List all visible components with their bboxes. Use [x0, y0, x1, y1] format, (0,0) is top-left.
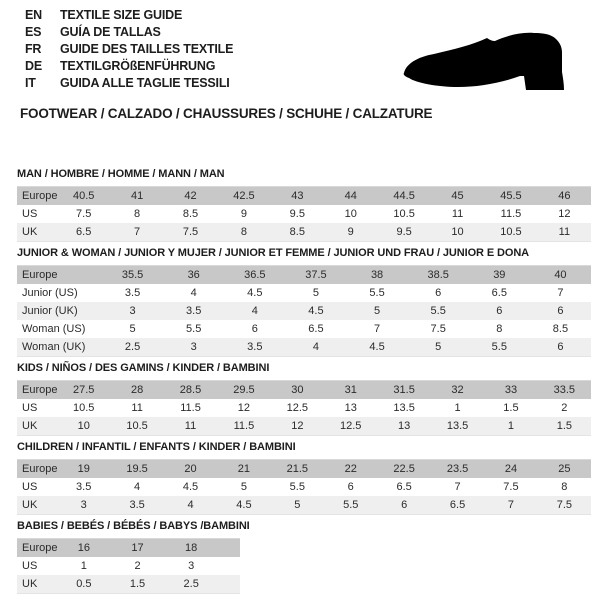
- size-cell: 5: [435, 341, 442, 353]
- size-cell: 7.5: [182, 226, 199, 238]
- size-cell: 12: [291, 420, 304, 432]
- size-cell: 11: [184, 420, 197, 432]
- size-cell: 28.5: [179, 384, 202, 396]
- section-title-man: MAN / HOMBRE / HOMME / MANN / MAN: [17, 168, 225, 180]
- size-cell: 38: [370, 269, 384, 281]
- size-table-junior-woman: [17, 265, 591, 357]
- size-cell: 36.5: [244, 269, 266, 281]
- size-cell: 5: [294, 499, 301, 511]
- size-cell: 13.5: [393, 402, 415, 414]
- size-cell: 8.5: [552, 323, 569, 335]
- size-cell: 22: [344, 463, 357, 475]
- size-cell: 41: [130, 190, 144, 202]
- size-cell: 7: [557, 287, 564, 299]
- size-cell: 4: [187, 499, 194, 511]
- language-code: EN: [25, 8, 42, 22]
- size-cell: 30: [291, 384, 304, 396]
- size-cell: 20: [184, 463, 197, 475]
- size-cell: 42.5: [233, 190, 255, 202]
- size-cell: 10: [344, 208, 357, 220]
- size-cell: 4.5: [308, 305, 324, 317]
- size-cell: 21.5: [286, 463, 309, 475]
- size-cell: 13: [344, 402, 357, 414]
- size-cell: 8: [134, 208, 141, 220]
- size-cell: 10.5: [126, 420, 148, 432]
- size-cell: 11.5: [500, 208, 522, 220]
- row-label: Europe: [22, 269, 58, 281]
- size-cell: 5: [129, 323, 136, 335]
- section-title-junior-woman: JUNIOR & WOMAN / JUNIOR Y MUJER / JUNIOR ET FEMME / JUNIOR UND FRAU / JUNIOR E DONA: [17, 247, 530, 259]
- row-label: Europe: [22, 190, 58, 202]
- size-cell: 4: [312, 341, 319, 353]
- size-cell: 6: [557, 305, 564, 317]
- size-cell: 31: [344, 384, 357, 396]
- size-cell: 6: [347, 481, 354, 493]
- size-cell: 10: [77, 420, 90, 432]
- size-row-us: [17, 205, 591, 223]
- row-label: US: [22, 208, 38, 220]
- size-cell: 9: [240, 208, 247, 220]
- size-tables: [17, 168, 591, 599]
- size-cell: 4.5: [182, 481, 199, 493]
- size-cell: 33.5: [553, 384, 576, 396]
- language-title: GUIDA ALLE TAGLIE TESSILI: [60, 76, 230, 90]
- row-label: Europe: [22, 542, 58, 554]
- size-cell: 11.5: [180, 402, 201, 414]
- size-cell: 11.5: [233, 420, 255, 432]
- size-cell: 21: [237, 463, 251, 475]
- size-row-woman-us: [17, 320, 591, 338]
- size-table-babies: [17, 538, 240, 594]
- size-cell: 6.5: [76, 226, 92, 238]
- size-cell: 6: [251, 323, 258, 335]
- row-label: Junior (US): [22, 287, 78, 299]
- section-title-babies: BABIES / BEBÉS / BÉBÉS / BABYS /BAMBINI: [17, 520, 250, 532]
- size-cell: 13: [398, 420, 411, 432]
- row-label: Junior (UK): [22, 305, 78, 317]
- section-children: [17, 441, 591, 515]
- size-cell: 4.5: [236, 499, 252, 511]
- size-cell: 6: [401, 499, 408, 511]
- size-cell: 5.5: [491, 341, 507, 353]
- size-cell: 35.5: [121, 269, 144, 281]
- size-cell: 1.5: [556, 420, 572, 432]
- size-cell: 10.5: [393, 208, 415, 220]
- size-cell: 11: [558, 226, 571, 238]
- size-cell: 5.5: [430, 305, 446, 317]
- size-cell: 7: [454, 481, 461, 493]
- size-row-us: [17, 399, 591, 417]
- size-cell: 3: [190, 341, 197, 353]
- size-cell: 6: [557, 341, 564, 353]
- size-cell: 3: [129, 305, 136, 317]
- size-cell: 5.5: [343, 499, 359, 511]
- size-table-children: [17, 459, 591, 515]
- size-cell: 3.5: [124, 287, 141, 299]
- size-cell: 44: [344, 190, 357, 202]
- size-row-uk: [17, 417, 591, 435]
- size-cell: 17: [131, 542, 144, 554]
- size-cell: 7.5: [430, 323, 446, 335]
- row-label: US: [22, 481, 38, 493]
- language-row: [25, 58, 233, 75]
- language-list: [25, 7, 233, 92]
- size-cell: 0.5: [76, 578, 92, 590]
- size-cell: 13.5: [446, 420, 469, 432]
- language-code: IT: [25, 76, 36, 90]
- size-cell: 6: [496, 305, 503, 317]
- dress-shoe-icon: [398, 28, 570, 96]
- size-cell: 32: [451, 384, 464, 396]
- size-cell: 43: [291, 190, 304, 202]
- size-cell: 8: [496, 323, 503, 335]
- size-cell: 7.5: [556, 499, 572, 511]
- size-cell: 5.5: [186, 323, 202, 335]
- size-cell: 5: [240, 481, 247, 493]
- size-cell: 4: [251, 305, 258, 317]
- size-cell: 36: [187, 269, 200, 281]
- size-cell: 6.5: [491, 287, 507, 299]
- size-cell: 1: [454, 402, 461, 414]
- size-cell: 9: [347, 226, 354, 238]
- language-row: [25, 7, 233, 24]
- language-code: FR: [25, 42, 42, 56]
- size-cell: 7.5: [503, 481, 519, 493]
- size-cell: 3.5: [247, 341, 263, 353]
- size-cell: 40.5: [72, 190, 95, 202]
- size-cell: 6.5: [396, 481, 412, 493]
- size-cell: 2: [561, 402, 568, 414]
- size-cell: 5.5: [289, 481, 305, 493]
- size-row-europe: [17, 187, 591, 205]
- language-row: [25, 24, 233, 41]
- size-cell: 23.5: [446, 463, 469, 475]
- size-row-europe: [17, 539, 240, 557]
- size-cell: 42: [184, 190, 197, 202]
- size-row-europe: [17, 266, 591, 284]
- size-row-woman-uk: [17, 338, 591, 356]
- size-cell: 4: [190, 287, 197, 299]
- size-cell: 28: [130, 384, 144, 396]
- size-cell: 6.5: [308, 323, 324, 335]
- size-row-uk: [17, 575, 240, 593]
- size-cell: 11: [131, 402, 143, 414]
- section-man: [17, 168, 591, 242]
- row-label: US: [22, 402, 38, 414]
- language-title: GUÍA DE TALLAS: [60, 25, 161, 39]
- size-cell: 2.5: [183, 578, 199, 590]
- row-label: US: [22, 560, 38, 572]
- size-cell: 12: [558, 208, 571, 220]
- size-cell: 7: [507, 499, 515, 511]
- size-cell: 3.5: [186, 305, 202, 317]
- size-cell: 12.5: [286, 402, 309, 414]
- size-row-junior-uk: [17, 302, 591, 320]
- section-title-kids: KIDS / NIÑOS / DES GAMINS / KINDER / BAMBINI: [17, 362, 270, 374]
- size-cell: 3.5: [129, 499, 145, 511]
- size-table-kids: [17, 380, 591, 436]
- size-cell: 38.5: [427, 269, 449, 281]
- size-cell: 8.5: [182, 208, 199, 220]
- size-cell: 1.5: [129, 578, 146, 590]
- size-row-europe: [17, 381, 591, 399]
- size-cell: 39: [493, 269, 506, 281]
- language-title: TEXTILE SIZE GUIDE: [60, 8, 183, 22]
- section-title-children: CHILDREN / INFANTIL / ENFANTS / KINDER / BAMBINI: [17, 441, 296, 453]
- size-cell: 4.5: [369, 341, 385, 353]
- size-cell: 7: [374, 323, 381, 335]
- size-cell: 44.5: [393, 190, 415, 202]
- size-cell: 12: [237, 402, 251, 414]
- size-cell: 10.5: [500, 226, 522, 238]
- size-cell: 37.5: [305, 269, 327, 281]
- size-cell: 19: [77, 463, 90, 475]
- size-cell: 3: [80, 499, 87, 511]
- size-cell: 46: [558, 190, 571, 202]
- row-label: UK: [22, 420, 38, 432]
- size-cell: 10.5: [72, 402, 95, 414]
- size-cell: 45: [451, 190, 464, 202]
- size-row-uk: [17, 223, 591, 241]
- size-cell: 8: [240, 226, 247, 238]
- size-cell: 24: [504, 463, 518, 475]
- size-row-uk: [17, 496, 591, 514]
- language-code: DE: [25, 59, 42, 73]
- size-cell: 33: [504, 384, 518, 396]
- size-cell: 19.5: [126, 463, 148, 475]
- size-cell: 2: [134, 560, 141, 572]
- size-cell: 5: [312, 287, 319, 299]
- size-cell: 22.5: [393, 463, 415, 475]
- size-row-us: [17, 478, 591, 496]
- size-cell: 7.5: [76, 208, 92, 220]
- row-label: Europe: [22, 463, 58, 475]
- size-cell: 12.5: [340, 420, 362, 432]
- size-cell: 1: [80, 560, 87, 572]
- size-cell: 4: [134, 481, 141, 493]
- size-row-europe: [17, 460, 591, 478]
- size-cell: 8: [561, 481, 568, 493]
- row-label: UK: [22, 499, 38, 511]
- row-label: Europe: [22, 384, 58, 396]
- size-cell: 9.5: [396, 226, 412, 238]
- size-row-junior-us: [17, 284, 591, 302]
- section-junior-woman: [17, 247, 591, 357]
- category-title: FOOTWEAR / CALZADO / CHAUSSURES / SCHUHE / CALZATURE: [20, 106, 433, 121]
- size-cell: 29.5: [233, 384, 255, 396]
- size-cell: 6.5: [449, 499, 466, 511]
- size-cell: 40: [554, 269, 567, 281]
- size-cell: 4.5: [247, 287, 263, 299]
- size-cell: 3: [188, 560, 195, 572]
- size-cell: 11: [451, 208, 464, 220]
- size-cell: 6: [435, 287, 442, 299]
- section-babies: [17, 520, 591, 594]
- size-cell: 31.5: [393, 384, 415, 396]
- size-table-man: [17, 186, 591, 242]
- size-cell: 10: [451, 226, 464, 238]
- section-kids: [17, 362, 591, 436]
- size-cell: 9.5: [289, 208, 305, 220]
- language-row: [25, 41, 233, 58]
- size-cell: 1: [507, 420, 515, 432]
- row-label: UK: [22, 226, 38, 238]
- row-label: Woman (UK): [22, 341, 86, 353]
- size-cell: 1.5: [503, 402, 519, 414]
- language-code: ES: [25, 25, 42, 39]
- size-cell: 18: [185, 542, 198, 554]
- size-cell: 27.5: [72, 384, 95, 396]
- size-cell: 5: [374, 305, 381, 317]
- language-row: [25, 75, 233, 92]
- size-cell: 7: [134, 226, 141, 238]
- size-cell: 45.5: [500, 190, 522, 202]
- row-label: Woman (US): [22, 323, 86, 335]
- size-cell: 16: [77, 542, 90, 554]
- size-cell: 3.5: [76, 481, 92, 493]
- size-row-us: [17, 557, 240, 575]
- size-cell: 25: [558, 463, 571, 475]
- language-title: GUIDE DES TAILLES TEXTILE: [60, 42, 234, 56]
- size-cell: 2.5: [124, 341, 141, 353]
- size-cell: 5.5: [369, 287, 385, 299]
- size-cell: 8.5: [289, 226, 305, 238]
- row-label: UK: [22, 578, 38, 590]
- language-title: TEXTILGRÖßENFÜHRUNG: [60, 59, 216, 73]
